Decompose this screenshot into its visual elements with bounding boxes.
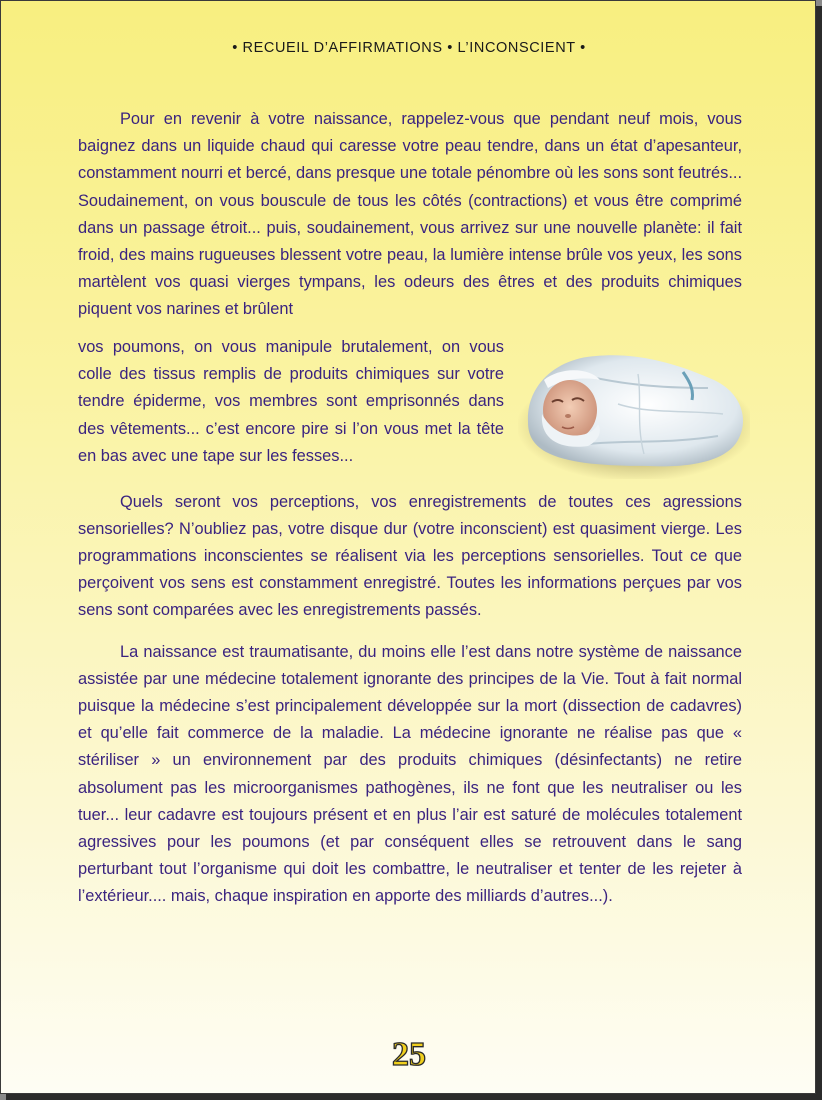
- running-header: • RECUEIL D’AFFIRMATIONS • L’INCONSCIENT •: [232, 40, 586, 56]
- newborn-baby-photo: [518, 344, 750, 479]
- paragraph-1: Pour en revenir à votre naissance, rappelez-vous que pendant neuf mois, vous baignez dans un liquide chaud qui caresse votre peau tendre, dans un état d’apesanteur, constamment nourri et bercé, dans presque une totale pénombre où les sons sont feutrés... Soudainement, on vous bouscule de tous les côtés (contractions) et vous être comprimé dans un passage étroit... puis, soudainement, vous arrivez sur une nouvelle planète: il fait froid, des mains rugueuses blessent votre peau, la lumière intense brûle vos yeux, les sons martèlent vos quasi vierges tympans, les odeurs des êtres et des produits chimiques piquent vos narines et brûlent: [78, 110, 742, 319]
- paragraph-1-continued: vos poumons, on vous manipule brutalement, on vous colle des tissus remplis de produits chimiques sur votre tendre épiderme, vos membres sont emprisonnés dans des vêtements... c’est encore pire si l’on vous met la tête en bas avec une tape sur les fesses...: [78, 337, 504, 466]
- paragraph-3: La naissance est traumatisante, du moins elle l’est dans notre système de naissance assistée par une médecine totalement ignorante des principes de la Vie. Tout à fait normal puisque la médecine s’est principalement développée sur la mort (dissection de cadavres) et qu’elle fait commerce de la maladie. La médecine ignorante ne réalise pas que « stériliser » un environnement par des produits chimiques (désinfectants) ne retire absolument pas les microorganismes pathogènes, ils ne font que les neutraliser ou les tuer... leur cadavre est toujours présent et en plus l’air est saturé de molécules totalement agressives pour les poumons (et par conséquent elles se retrouvent dans le sang perturbant tout l’organisme qui doit les combattre, le neutraliser et tenter de les rejeter à l’extérieur.... mais, chaque inspiration en apporte des milliards d’autres...).: [78, 642, 742, 906]
- page-body: [78, 106, 742, 925]
- page-shadow-right: [816, 6, 822, 1100]
- page-shadow-bottom: [6, 1094, 822, 1100]
- text-image-wrap: [78, 334, 742, 479]
- paragraph-2: Quels seront vos perceptions, vos enregistrements de toutes ces agressions sensorielles? N’oubliez pas, votre disque dur (votre inconscient) est quasiment vierge. Les programmations inconscientes se réalisent via les perceptions sensorielles. Tout ce que perçoivent vos sens est constamment enregistré. Toutes les informations perçues par vos sens sont comparées avec les enregistrements passés.: [78, 492, 742, 620]
- page-number: 25: [392, 1036, 426, 1073]
